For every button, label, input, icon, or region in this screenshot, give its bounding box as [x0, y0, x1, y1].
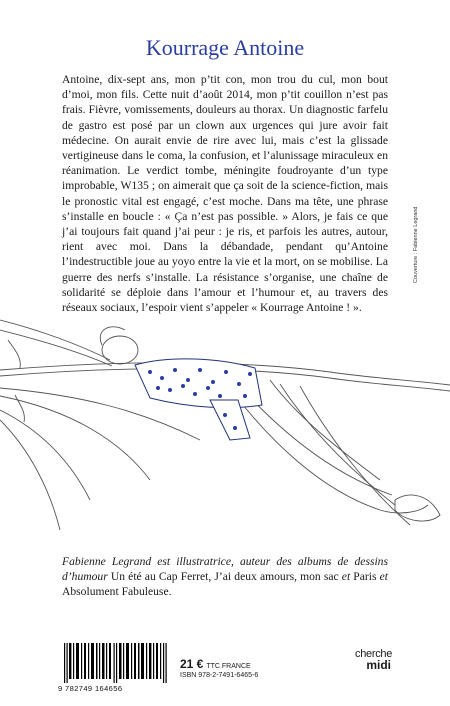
isbn: ISBN 978-2-7491-6465-6 [180, 672, 259, 679]
book-title: Kourrage Antoine [145, 35, 305, 60]
price [180, 655, 251, 673]
barcode [60, 643, 172, 683]
cover-illustration [0, 300, 450, 555]
back-cover-blurb: Antoine, dix-sept ans, mon p’tit con, mon trou du cul, mon bout d’moi, mon fils. Cette nuit d’août 2014, mon p’tit couillon n’est pas frais. Fièvre, vomissements, douleurs au thorax. Un diagnostic farfelu de gastro est posé par un clown aux urgences qui jure avoir fait médecine. On aurait envie de rire avec lui, mais c’est la glissade vertigineuse dans le coma, la confusion, et l’alunissage miraculeux en réanimation. Le verdict tombe, méningite foudroyante d’un type improbable, W135 ; on aimerait que ça soit de la science-fiction, mais le pronostic vital est engagé, c’est moche. Dans ma tête, une phrase s’installe en boucle : « Ça n’est pas possible. » Alors, je fais ce que j’ai toujours fait quand j’ai peur : je ris, et parfois les autres, autour, rient avec moi. Dans la débandade, pendant qu’Antoine l’indestructible joue au yoyo entre la vie et la mort, on se mobilise. La guerre des nerfs s’installe. La résistance s’organise, une chaîne de solidarité se déploie dans l’amour et l’humour et, au travers des réseaux sociaux, l’espoir vient s’appeler « Kourrage Antoine ! ». [62, 73, 388, 315]
publisher-logo [355, 648, 403, 672]
publisher-logo-line1: cherche [355, 648, 393, 660]
price-amount: 21 € [180, 657, 204, 671]
illustrator-bio: Fabienne Legrand est illustratrice, auteur des albums de dessins d’humour Un été au Cap Ferret, J’ai deux amours, mon sac et Paris et Absolument Fabuleuse. [62, 555, 388, 599]
barcode-digits: 9 782749 164656 [58, 684, 123, 693]
price-note: TTC FRANCE [206, 663, 251, 670]
cover-credit: Couverture : Fabienne Legrand [413, 206, 419, 283]
publisher-logo-line2: midi [366, 658, 391, 672]
